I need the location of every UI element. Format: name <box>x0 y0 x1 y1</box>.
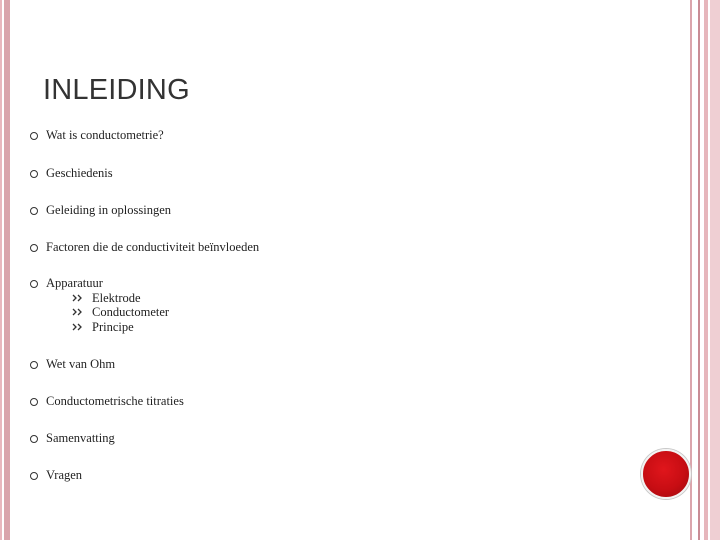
sub-list-item <box>92 320 134 335</box>
sub-list-item-label: Elektrode <box>92 291 141 305</box>
list-item <box>46 468 82 483</box>
red-circle-decoration <box>641 449 691 499</box>
double-arrow-bullet-icon <box>72 294 85 302</box>
slide-title: INLEIDING <box>43 74 190 106</box>
circle-bullet-icon <box>30 244 38 252</box>
list-item <box>46 128 164 143</box>
double-arrow-bullet-icon <box>72 308 85 316</box>
list-item-label: Geschiedenis <box>46 166 113 180</box>
circle-bullet-icon <box>30 361 38 369</box>
circle-bullet-icon <box>30 472 38 480</box>
left-border-decoration <box>0 0 10 540</box>
double-arrow-bullet-icon <box>72 323 85 331</box>
circle-bullet-icon <box>30 280 38 288</box>
list-item-label: Conductometrische titraties <box>46 394 184 408</box>
circle-bullet-icon <box>30 398 38 406</box>
circle-bullet-icon <box>30 207 38 215</box>
list-item <box>46 394 184 409</box>
sub-list-item <box>92 291 141 306</box>
list-item <box>46 203 171 218</box>
right-border-decoration <box>686 0 720 540</box>
circle-bullet-icon <box>30 132 38 140</box>
list-item <box>46 166 113 181</box>
list-item-label: Geleiding in oplossingen <box>46 203 171 217</box>
list-item-label: Vragen <box>46 468 83 482</box>
list-item <box>46 276 103 291</box>
sub-list-item-label: Conductometer <box>92 305 170 319</box>
list-item <box>46 431 115 446</box>
list-item-label: Wat is conductometrie? <box>46 128 164 142</box>
sub-list-item <box>92 305 169 320</box>
list-item-label: Samenvatting <box>46 431 115 445</box>
list-item <box>46 240 259 255</box>
list-item-label: Factoren die de conductiviteit beïnvloeden <box>46 240 260 254</box>
list-item-label: Apparatuur <box>46 276 103 290</box>
list-item-label: Wet van Ohm <box>46 357 116 371</box>
list-item <box>46 357 115 372</box>
sub-list-item-label: Principe <box>92 320 134 334</box>
circle-bullet-icon <box>30 170 38 178</box>
circle-bullet-icon <box>30 435 38 443</box>
